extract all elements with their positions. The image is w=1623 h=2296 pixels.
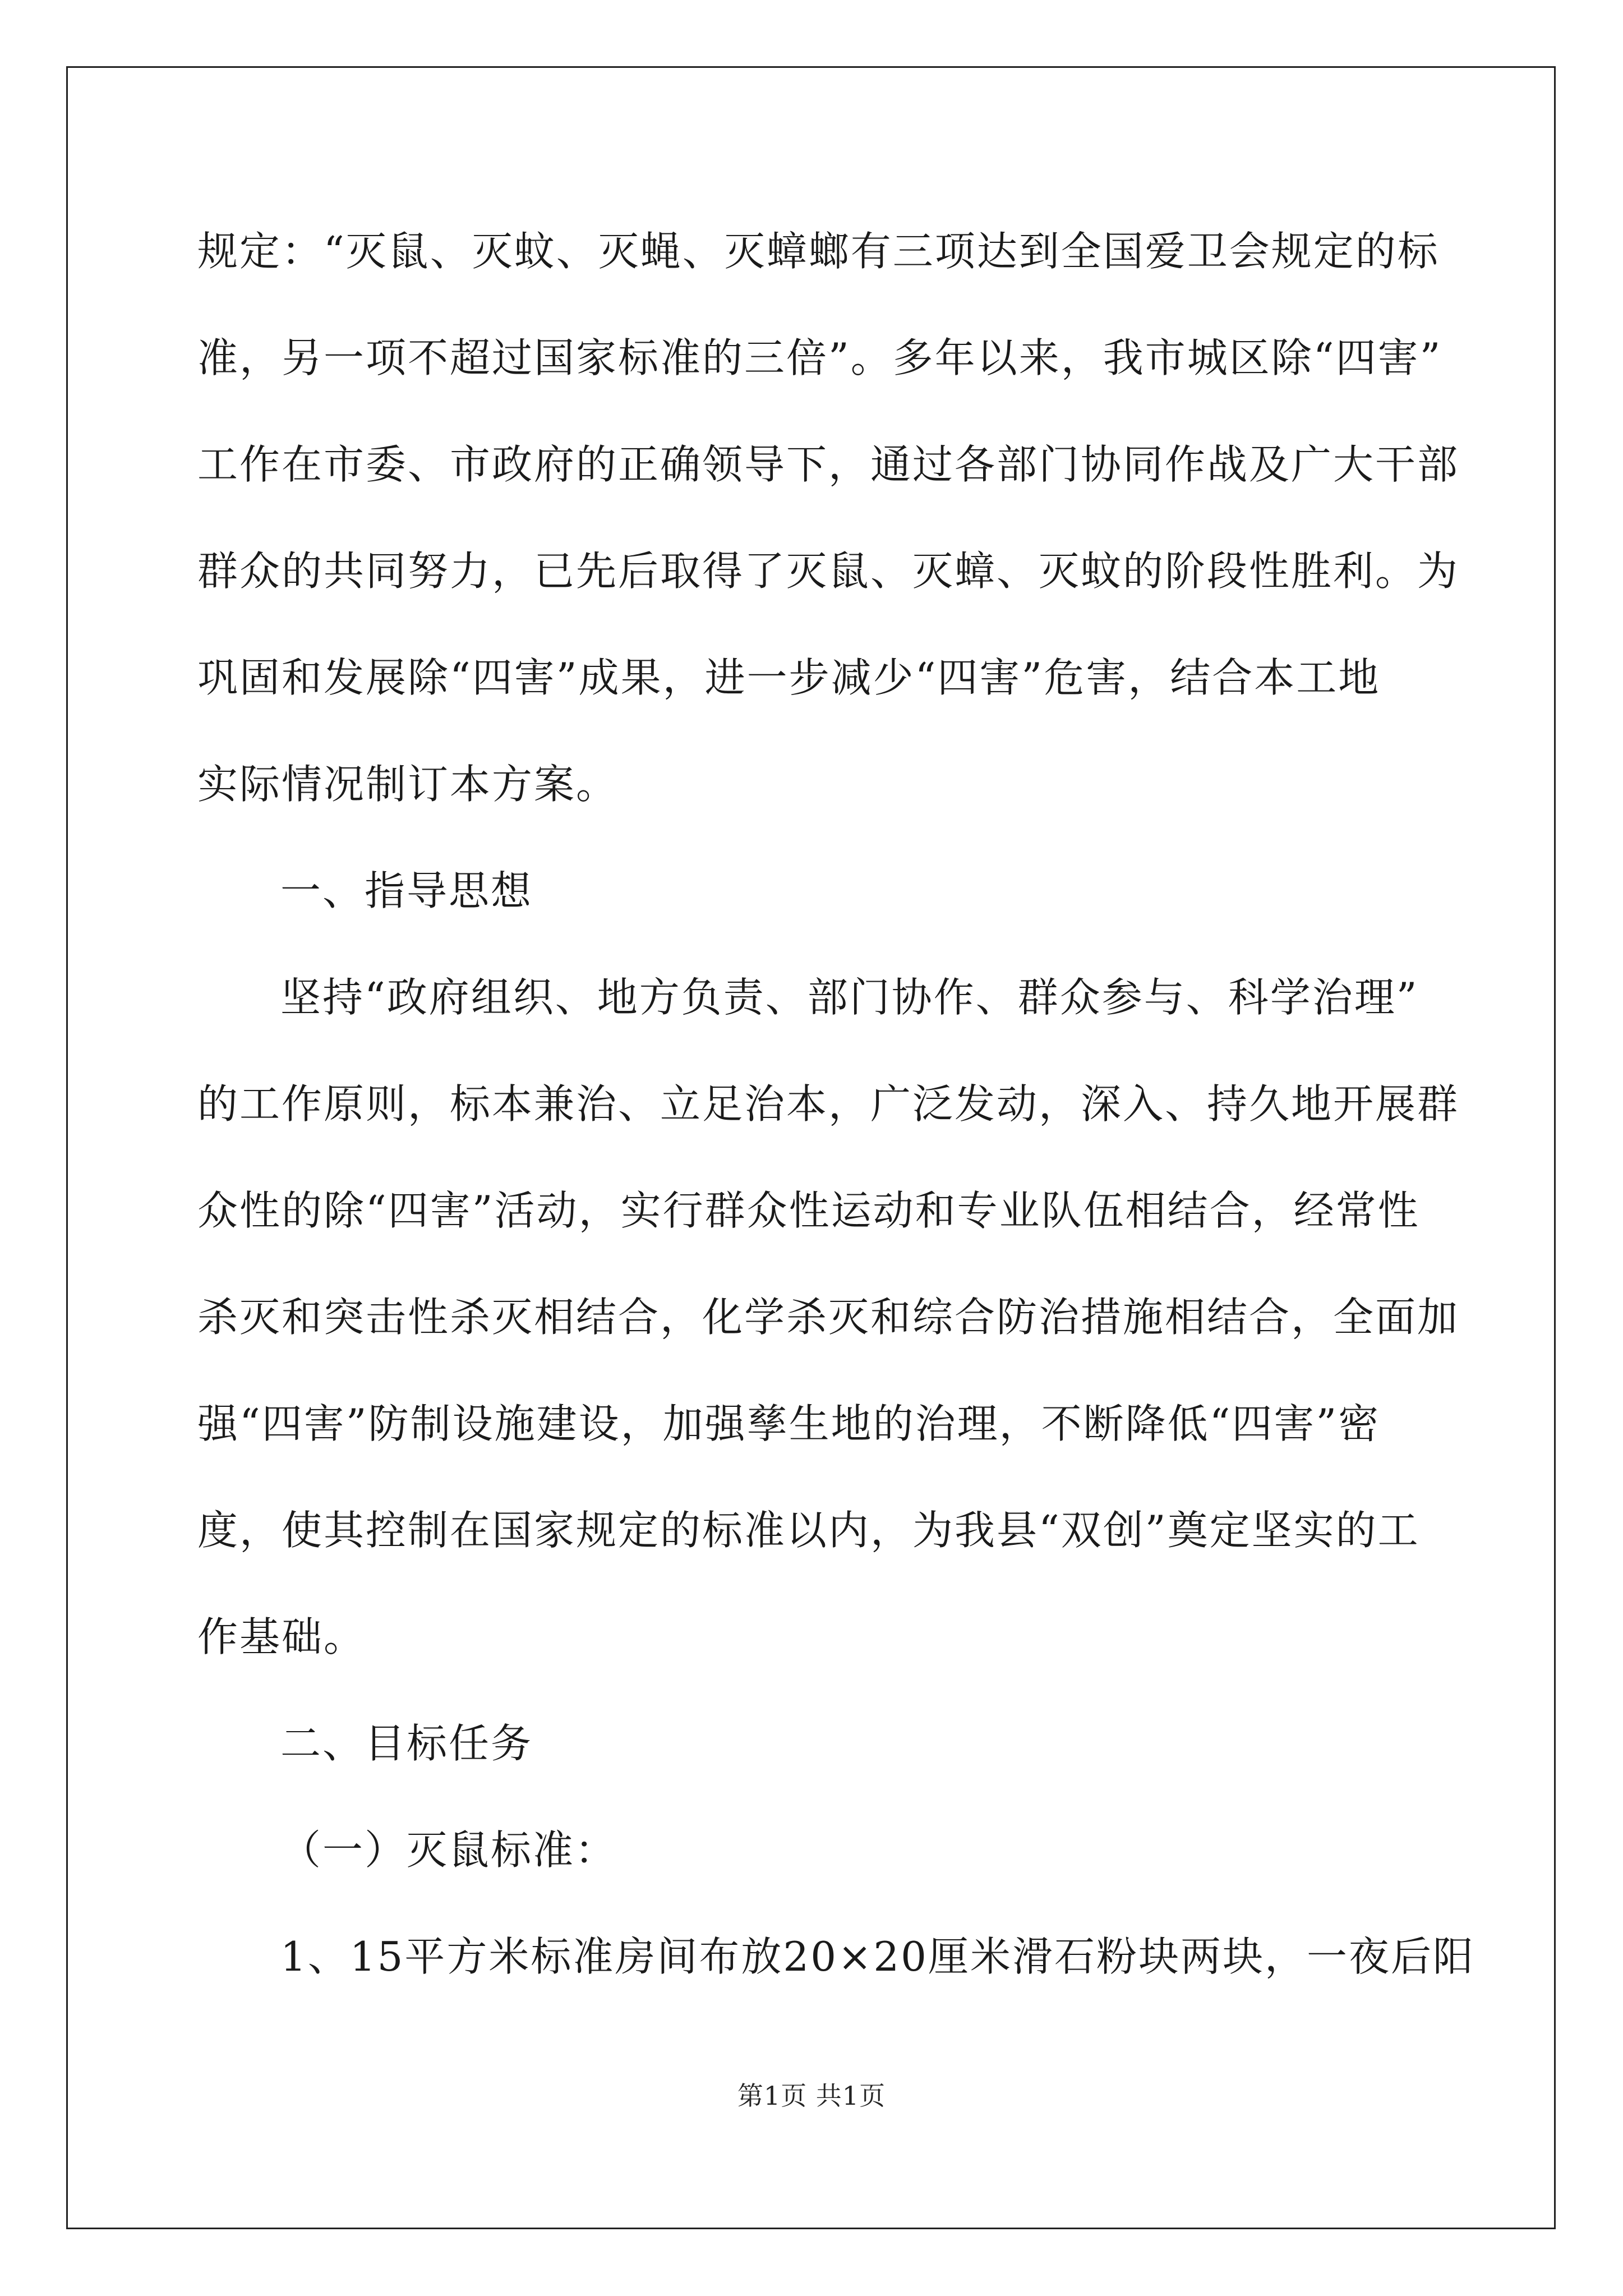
subsection-heading: （一）灭鼠标准： bbox=[280, 1826, 617, 1874]
text-line: 度，使其控制在国家规定的标准以内，为我县“双创”奠定坚实的工 bbox=[197, 1507, 1420, 1554]
text-line: 实际情况制订本方案。 bbox=[197, 761, 619, 808]
text-line: 强“四害”防制设施建设，加强孳生地的治理，不断降低“四害”密 bbox=[197, 1400, 1381, 1447]
text-line: 巩固和发展除“四害”成果，进一步减少“四害”危害，结合本工地 bbox=[197, 654, 1381, 701]
text-line: 众性的除“四害”活动，实行群众性运动和专业队伍相结合，经常性 bbox=[197, 1187, 1420, 1234]
text-line: 准，另一项不超过国家标准的三倍”。多年以来，我市城区除“四害” bbox=[197, 334, 1442, 381]
section-heading: 一、指导思想 bbox=[280, 867, 533, 914]
document-body bbox=[197, 218, 1475, 2030]
text-line: 1、15平方米标准房间布放20×20厘米滑石粉块两块，一夜后阳 bbox=[280, 1933, 1475, 1980]
text-line: 杀灭和突击性杀灭相结合，化学杀灭和综合防治措施相结合，全面加 bbox=[197, 1294, 1460, 1341]
text-line: 的工作原则，标本兼治、立足治本，广泛发动，深入、持久地开展群 bbox=[197, 1080, 1460, 1128]
section-heading: 二、目标任务 bbox=[280, 1720, 533, 1767]
text-line: 作基础。 bbox=[197, 1613, 366, 1660]
text-line: 群众的共同努力，已先后取得了灭鼠、灭蟑、灭蚊的阶段性胜利。为 bbox=[197, 547, 1460, 595]
text-line: 规定：“灭鼠、灭蚊、灭蝇、灭蟑螂有三项达到全国爱卫会规定的标 bbox=[197, 228, 1440, 275]
text-line: 工作在市委、市政府的正确领导下，通过各部门协同作战及广大干部 bbox=[197, 441, 1460, 488]
page-number-footer: 第1页 共1页 bbox=[737, 2081, 886, 2111]
text-line: 坚持“政府组织、地方负责、部门协作、群众参与、科学治理” bbox=[280, 974, 1419, 1021]
